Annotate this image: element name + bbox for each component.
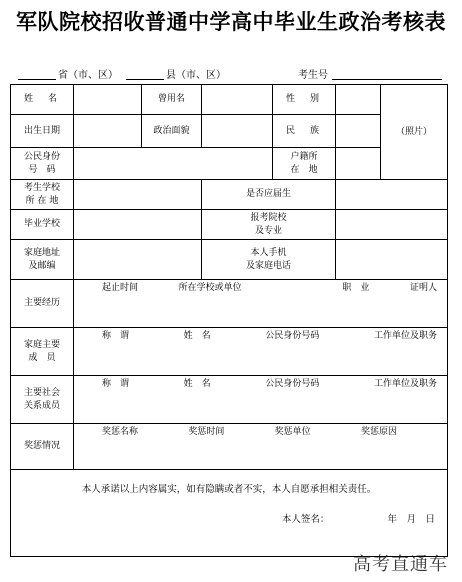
promise-text: 本人承诺以上内容属实，如有隐瞒或者不实，本人自愿承担相关责任。 [81,484,377,495]
name-label: 姓 名 [11,85,74,115]
apply-label-line2: 及专业 [254,225,282,236]
political-field[interactable] [202,115,273,148]
signature-label: 本人签名： [281,514,330,525]
family-field[interactable] [74,328,448,376]
award-col-unit: 奖惩单位 [274,427,311,437]
social-columns [76,378,445,390]
experience-field[interactable] [74,280,448,328]
experience-columns [76,282,445,294]
hukou-label [273,148,336,180]
birth-field[interactable] [74,115,142,148]
name-field[interactable] [74,85,142,115]
address-label-line2: 及邮编 [28,260,56,271]
birth-label: 出生日期 [11,115,74,148]
social-col-id: 公民身份号码 [265,379,320,389]
award-col-time: 奖惩时间 [188,427,225,437]
former-name-field[interactable] [202,85,273,115]
phone-label-line1: 本人手机 [250,248,287,259]
social-col-name: 姓 名 [183,379,211,389]
family-label-line2: 成 员 [28,352,56,363]
form-title: 军队院校招收普通中学高中毕业生政治考核表 [16,9,446,34]
fresh-grad-field[interactable] [336,180,448,210]
phone-field[interactable] [336,240,448,280]
exam-no-blank[interactable] [332,79,442,80]
apply-label [202,210,336,240]
school-location-label [11,180,74,210]
exam-no-label: 考生号 [298,70,328,81]
ethnic-field[interactable] [336,115,381,148]
experience-label: 主要经历 [11,280,74,328]
gender-label: 性 别 [273,85,336,115]
award-col-reason: 奖惩原因 [360,427,397,437]
county-label: 县（市、区） [166,70,226,81]
social-label-line2: 关系成员 [23,400,60,411]
id-label-line1: 公民身份 [23,152,60,163]
photo-box[interactable] [381,85,448,180]
social-col-work: 工作单位及职务 [373,379,437,389]
county-blank[interactable] [126,79,164,80]
phone-label [202,240,336,280]
former-name-label: 曾用名 [142,85,202,115]
family-col-id: 公民身份号码 [265,331,320,341]
social-col-relation: 称 谓 [102,379,130,389]
social-field[interactable] [74,376,448,424]
signature-line[interactable] [282,514,435,527]
apply-field[interactable] [336,210,448,240]
id-label [11,148,74,180]
review-form-table [10,84,448,557]
awards-field[interactable] [74,424,448,470]
school-location-field[interactable] [74,180,202,210]
address-label-line1: 家庭地址 [23,248,60,259]
exp-col-school: 所在学校或单位 [178,283,242,293]
watermark-text: 高考直通车 [353,554,448,575]
award-col-name: 奖惩名称 [102,427,139,437]
hukou-label-line1: 户籍所 [290,152,318,163]
social-label [11,376,74,424]
region-line [0,66,462,82]
hukou-label-line2: 在 地 [290,164,318,175]
exp-col-witness: 证明人 [409,283,437,293]
fresh-grad-label: 是否应届生 [202,180,336,210]
photo-label: （照片） [395,126,432,137]
date-label: 年 月 日 [387,514,435,525]
school-location-line2: 所 在 地 [25,195,59,206]
grad-school-label: 毕业学校 [11,210,74,240]
awards-columns [76,426,445,438]
address-label [11,240,74,280]
apply-label-line1: 报考院校 [250,213,287,224]
family-col-name: 姓 名 [183,331,211,341]
family-col-relation: 称 谓 [102,331,130,341]
school-location-line1: 考生学校 [23,183,60,194]
address-field[interactable] [74,240,202,280]
family-label [11,328,74,376]
province-label: 省（市、区） [58,70,118,81]
family-col-work: 工作单位及职务 [373,331,437,341]
exp-col-job: 职 业 [342,283,370,293]
province-blank[interactable] [18,79,56,80]
hukou-field[interactable] [336,148,381,180]
awards-label: 奖惩情况 [11,424,74,470]
id-label-line2: 号 码 [28,164,56,175]
promise-section [11,470,448,557]
social-label-line1: 主要社会 [23,388,60,399]
family-columns [76,330,445,342]
gender-field[interactable] [336,85,381,115]
family-label-line1: 家庭主要 [23,340,60,351]
phone-label-line2: 及家庭电话 [245,260,291,271]
exp-col-time: 起止时间 [102,283,139,293]
ethnic-label: 民 族 [273,115,336,148]
grad-school-field[interactable] [74,210,202,240]
political-label: 政治面貌 [142,115,202,148]
id-field[interactable] [74,148,273,180]
